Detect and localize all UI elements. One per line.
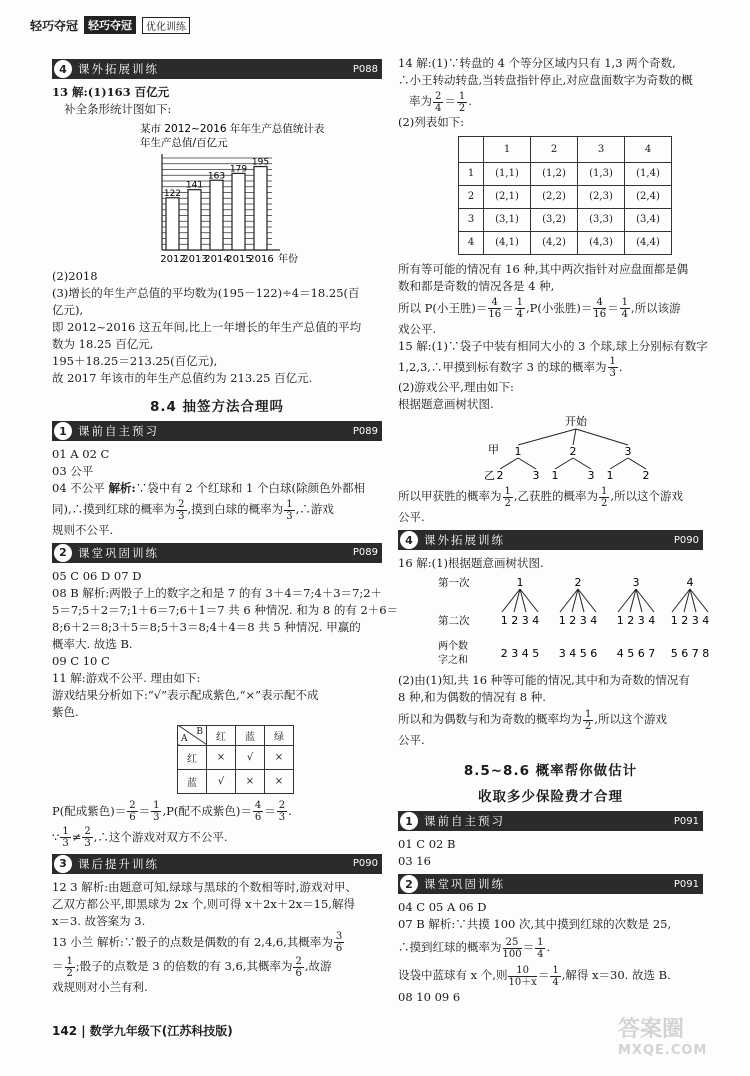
section-bar: 3 课后提升训练 P090 [52, 854, 382, 874]
table-cell: 3 [459, 208, 484, 231]
table-cell: (3,4) [625, 208, 672, 231]
right-column [398, 55, 710, 1006]
answer-line: 所以 P(小王胜)＝ $\frac{4}{16}$ ＝ $\frac{1}{4}$ ,P(小张胜)＝ $\frac{4}{16}$ ＝ $\frac{1}{4}$ ,所以该游 [398, 297, 681, 320]
tree-leaves: 1 2 3 4 [558, 614, 598, 627]
table-cell: (4,2) [531, 231, 578, 254]
x-tick-label: 2012 [160, 254, 186, 265]
tree-node: 3 [632, 576, 640, 589]
answer-line: ∴摸到红球的概率为 $\frac{25}{100}$ ＝ $\frac{1}{4}$ . [398, 936, 551, 960]
answer-line: 补全条形统计图如下: [64, 102, 172, 116]
table-row [459, 185, 672, 208]
table-header-cell: 2 [531, 136, 578, 162]
data-label: 179 [229, 164, 248, 175]
answer-line: 13 小兰 解析:∵骰子的点数是偶数的有 2,4,6,其概率为 $\frac{3}{6}$ [52, 931, 343, 954]
tree-node: 2 [574, 576, 582, 589]
table-cell: (2,3) [578, 185, 625, 208]
table-cell: (3,1) [484, 208, 531, 231]
x-tick-label: 2013 [182, 254, 208, 265]
tree-branch [555, 458, 573, 469]
table-cell: (1,1) [484, 162, 531, 185]
sum-values: 3 4 5 6 [558, 647, 598, 660]
answer-line: 8 种,和为偶数的情况有 8 种. [398, 690, 546, 704]
table-header-cell [459, 136, 484, 162]
answer-line: 04 C 05 A 06 D [398, 900, 487, 914]
answer-line: 规则不公平. [52, 522, 114, 537]
answer-line: 1,2,3,∴甲摸到标有数字 3 的球的概率为 $\frac{1}{3}$ . [398, 356, 623, 379]
tree-branch [518, 429, 576, 445]
answer-line: 01 A 02 C [52, 447, 110, 461]
bar-chart [52, 118, 382, 268]
answer-line: 即 2012~2016 这五年间,比上一年增长的年生产总值的平均 [52, 320, 362, 334]
table-cell: (3,2) [531, 208, 578, 231]
answer-line: 率为 $\frac{2}{4}$ ＝ $\frac{1}{2}$ . [408, 90, 472, 114]
answer-line: 游戏结果分析如下:“√”表示配成紫色,“×”表示配不成 [52, 687, 319, 702]
tree-leaf: 2 [642, 469, 650, 482]
answer-line: 09 C 10 C [52, 653, 110, 668]
answer-line: 紫色. [52, 704, 79, 719]
section-subtitle: 收取多少保险费才合理 [478, 789, 623, 805]
tree-diagram-15 [398, 413, 703, 483]
answer-line: 01 C 02 B [398, 837, 456, 851]
bar-2014 [210, 180, 223, 250]
answer-line: (2)游戏公平,理由如下: [398, 380, 514, 394]
table-cell: (2,1) [484, 185, 531, 208]
section-bar: 1 课前自主预习 P091 [398, 811, 703, 831]
tree-branch [628, 458, 646, 469]
tree-node: 1 [514, 445, 522, 458]
section-title: 8.5~8.6 概率帮你做估计 [463, 763, 638, 779]
answer-line: 同),∴摸到红球的概率为 $\frac{2}{3}$ ,摸到白球的概率为 $\frac{1}{3}$ ,∴游戏 [52, 498, 334, 522]
x-axis-label: 年份 [278, 254, 298, 265]
answer-line: ＝ $\frac{1}{2}$ ;骰子的点数是 3 的倍数的有 3,6,其概率为 $\frac{2}{6}$ ,故游 [52, 955, 332, 979]
answer-line: 数和都是奇数的情况各是 4 种, [398, 278, 555, 293]
chart-title: 某市 2012~2016 年年生产总值统计表 [140, 123, 325, 135]
table-cell: 2 [459, 185, 484, 208]
row-label-first: 第一次 [438, 577, 470, 589]
answer-line: (2)列表如下: [398, 114, 465, 129]
tree-branch [500, 458, 518, 469]
table-cell: (1,2) [531, 162, 578, 185]
section-title: 8.4 抽签方法合理吗 [149, 399, 285, 415]
answer-line: 戏规则对小兰有利. [52, 979, 148, 994]
tree-root-label: 开始 [565, 415, 587, 428]
answer-line: 设袋中蓝球有 x 个,则 $\frac{10}{10+x}$ ＝ $\frac{1}{4}$ ,解得 x＝30. 故选 B. [398, 964, 671, 988]
tree-leaf: 3 [532, 469, 540, 482]
table-header-cell: 3 [578, 136, 625, 162]
data-label: 141 [185, 180, 204, 191]
row-label-sum: 两个数 [438, 641, 468, 652]
answer-line: 数为 18.25 百亿元, [52, 337, 154, 351]
tree-label-jia: 甲 [488, 443, 499, 456]
section-bar: 4 课外拓展训练 P088 [52, 59, 382, 79]
answer-line: (2)由(1)知,共 16 种等可能的情况,其中和为奇数的情况有 [398, 673, 690, 687]
tree-node: 1 [516, 576, 524, 589]
page-header [30, 14, 190, 36]
answer-line: 所以甲获胜的概率为 $\frac{1}{2}$ ,乙获胜的概率为 $\frac{1}{2}$ ,所以这个游戏 [398, 485, 684, 509]
tree-node: 2 [569, 445, 577, 458]
table-row [459, 162, 672, 185]
data-label: 122 [163, 188, 182, 199]
answer-line: 故 2017 年该市的年生产总值约为 213.25 百亿元. [52, 371, 313, 385]
brand-subtitle: 优化训练 [142, 17, 190, 34]
answer-line: 8;6＋2＝8;3＋5＝8;5＋3＝8;4＋4＝8 共 5 种情况. 甲赢的 [52, 619, 361, 634]
brand-badge: 轻巧夺冠 [84, 16, 136, 34]
x-tick-label: 2014 [204, 254, 230, 265]
answer-line: 16 解:(1)根据题意画树状图. [398, 556, 544, 570]
answer-line: ∴小王转动转盘,当转盘指针停止,对应盘面数字为奇数的概 [398, 73, 693, 87]
table-cell: 1 [459, 162, 484, 185]
x-tick-label: 2016 [248, 254, 274, 265]
tree-branch [573, 458, 591, 469]
answer-line: 04 不公平 解析:∵袋中有 2 个红球和 1 个白球(除颜色外都相 [52, 481, 365, 495]
table-cell: (2,2) [531, 185, 578, 208]
answer-line: 08 B 解析:两骰子上的数字之和是 7 的有 3＋4＝7;4＋3＝7;2＋ [52, 585, 383, 600]
answer-line: 亿元), [52, 303, 84, 317]
tree-diagram-16 [398, 572, 710, 672]
section-bar: 4 课外拓展训练 P090 [398, 530, 703, 550]
table-cell: (1,3) [578, 162, 625, 185]
x-tick-label: 2015 [226, 254, 252, 265]
book-logo: 轻巧夺冠 [30, 18, 79, 33]
answer-line: ∵ $\frac{1}{3}$ ≠ $\frac{2}{3}$ ,∴这个游戏对双方不公平. [52, 826, 228, 849]
answer-line: 13 解:(1)163 百亿元 [52, 85, 170, 99]
answer-line: 乙双方都公平,即黑球为 2x 个,则可得 x＋2x＋2x＝15,解得 [52, 896, 355, 911]
bar-2015 [232, 173, 245, 250]
answer-line: 03 公平 [52, 464, 94, 478]
tree-label-yi: 乙 [484, 469, 495, 482]
row-label-second: 第二次 [438, 615, 470, 627]
answer-line: 07 B 解析:∵共摸 100 次,其中摸到红球的次数是 25, [398, 917, 672, 931]
outcome-table [458, 136, 672, 255]
row-label-sum: 字之和 [438, 655, 468, 666]
sum-values: 4 5 6 7 [616, 647, 656, 660]
tree-leaf: 1 [606, 469, 614, 482]
data-label: 195 [251, 157, 270, 168]
table-header-cell: 1 [484, 136, 531, 162]
answer-line: 概率大. 故选 B. [52, 636, 133, 651]
answer-line: 195＋18.25＝213.25(百亿元), [52, 354, 218, 368]
answer-line: 03 16 [398, 854, 431, 868]
answer-line: 根据题意画树状图. [398, 397, 494, 411]
answer-line: (2)2018 [52, 269, 98, 283]
tree-branch [518, 458, 536, 469]
section-bar: 1 课前自主预习 P089 [52, 421, 382, 441]
tree-leaves: 1 2 3 4 [670, 614, 710, 627]
answer-line: 戏公平. [398, 321, 437, 336]
tree-leaf: 3 [587, 469, 595, 482]
tree-leaves: 1 2 3 4 [616, 614, 656, 627]
tree-leaf: 1 [551, 469, 559, 482]
answer-line: 所有等可能的情况有 16 种,其中两次指针对应盘面都是偶 [398, 261, 689, 276]
bar-2013 [188, 190, 201, 250]
answer-line: (3)增长的年生产总值的平均数为(195－122)÷4＝18.25(百 [52, 286, 360, 300]
table-row [459, 208, 672, 231]
answer-line: 14 解:(1)∵转盘的 4 个等分区域内只有 1,3 两个奇数, [398, 56, 676, 70]
answer-line: 15 解:(1)∵袋子中装有相同大小的 3 个球,球上分别标有数字 [398, 338, 708, 353]
tree-leaf: 2 [496, 469, 504, 482]
answer-line: 05 C 06 D 07 D [52, 568, 142, 583]
page-footer: 142 | 数学九年级下(江苏科技版) [52, 1024, 233, 1038]
table-header-cell: 4 [625, 136, 672, 162]
answer-line: 08 10 09 6 [398, 990, 461, 1004]
table-cell: (1,4) [625, 162, 672, 185]
answer-line: 所以和为偶数与和为奇数的概率均为 $\frac{1}{2}$ ,所以这个游戏 [398, 708, 668, 732]
answer-line: 12 3 解析:由题意可知,绿球与黑球的个数相等时,游戏对甲、 [52, 879, 357, 894]
left-column [52, 55, 399, 996]
table-cell: (4,4) [625, 231, 672, 254]
tree-leaves: 1 2 3 4 [500, 614, 540, 627]
table-cell: (3,3) [578, 208, 625, 231]
answer-line: x＝3. 故答案为 3. [52, 913, 146, 928]
answer-line: P(配成紫色)＝ $\frac{2}{6}$ ＝ $\frac{1}{3}$ ,P(配不成紫色)＝ $\frac{4}{6}$ ＝ $\frac{2}{3}$ . [52, 800, 292, 823]
section-bar: 2 课堂巩固训练 P089 [52, 543, 382, 563]
answer-line: 5＝7;5＋2＝7;1＋6＝7;6＋1＝7 共 6 种情况. 和为 8 的有 2＋6＝ [52, 602, 399, 617]
sum-values: 2 3 4 5 [500, 647, 540, 660]
tree-node: 4 [686, 576, 694, 589]
table-cell: (4,3) [578, 231, 625, 254]
tree-branch [576, 429, 628, 445]
data-label: 163 [207, 171, 226, 182]
table-cell: 4 [459, 231, 484, 254]
section-bar: 2 课堂巩固训练 P091 [398, 874, 703, 894]
sum-values: 5 6 7 8 [670, 647, 710, 660]
answer-line: 公平. [398, 733, 425, 747]
bar-2012 [166, 198, 179, 250]
tree-node: 3 [624, 445, 632, 458]
bar-2016 [254, 167, 267, 250]
answer-line: 11 解:游戏不公平. 理由如下: [52, 670, 201, 685]
tree-branch [610, 458, 628, 469]
y-axis-label: 年生产总值/百亿元 [140, 137, 228, 149]
color-table: B A 红 蓝 绿 红 × √ × 蓝 √ × × [177, 725, 294, 794]
tree-branch [573, 429, 576, 445]
table-row [459, 231, 672, 254]
watermark-logo: 答案圈 MXQE.COM [618, 1017, 708, 1058]
table-cell: (2,4) [625, 185, 672, 208]
table-cell: (4,1) [484, 231, 531, 254]
answer-line: 公平. [398, 510, 425, 524]
